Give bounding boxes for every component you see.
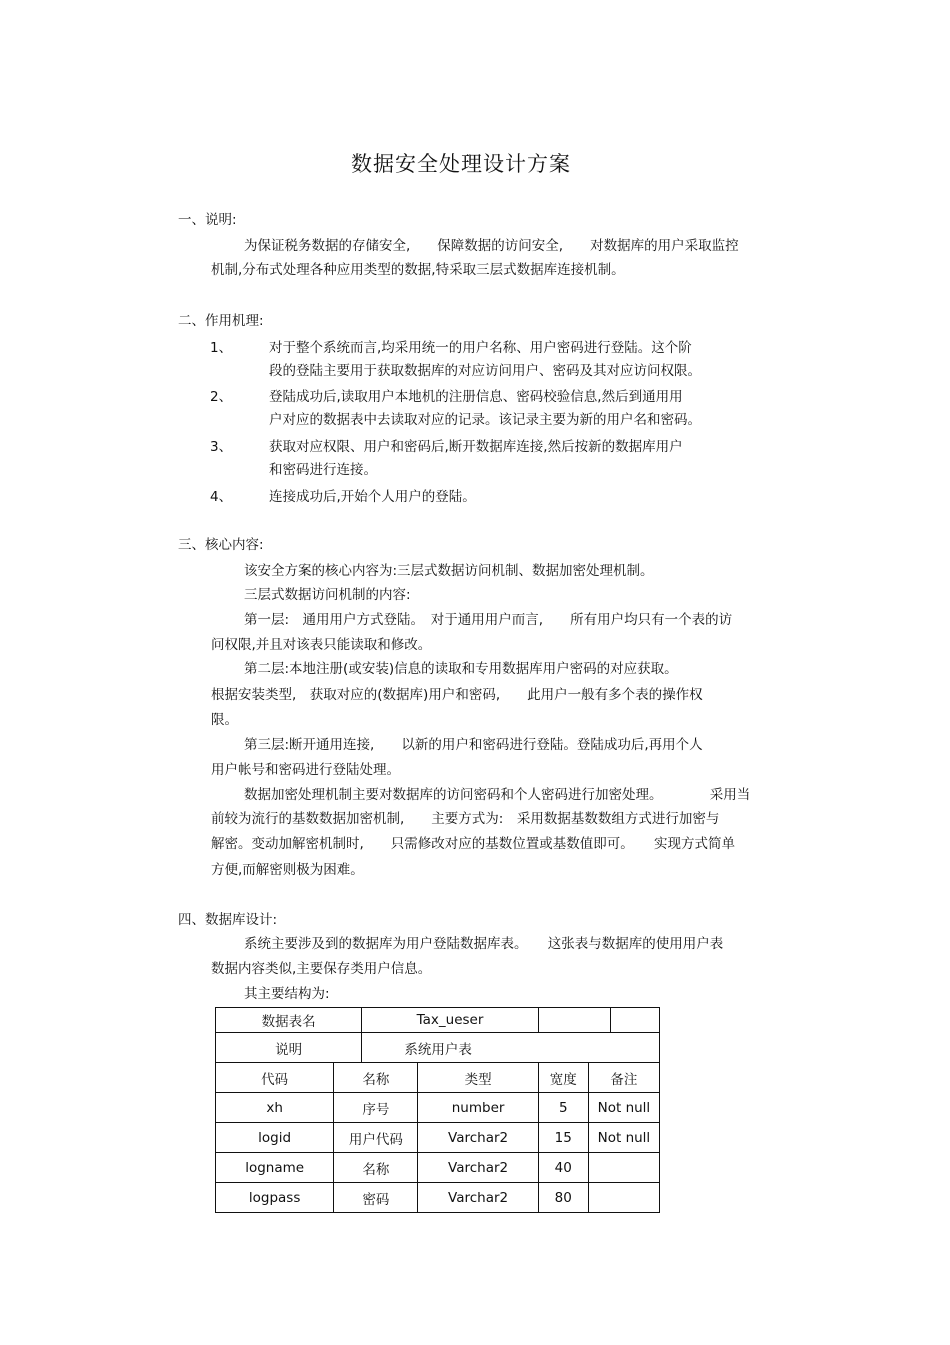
paragraph-line: 解密。变动加解密机制时, 只需修改对应的基数位置或基数值即可。 实现方式简单 [211,836,736,852]
list-item-number: 2、 [210,389,233,405]
table-cell: 名称 [334,1153,418,1183]
table-cell: 40 [538,1153,588,1183]
table-desc-value: 系统用户表 [362,1033,660,1063]
column-header: 宽度 [538,1063,588,1093]
table-cell [588,1153,659,1183]
section-3-heading: 三、核心内容: [178,537,264,553]
list-item-line: 户对应的数据表中去读取对应的记录。该记录主要为新的用户名和密码。 [269,412,701,428]
table-cell: Not null [588,1093,659,1123]
table-desc-row [216,1033,660,1063]
table-cell [588,1183,659,1213]
table-row [216,1123,660,1153]
paragraph-line: 问权限,并且对该表只能读取和修改。 [211,637,432,653]
column-header: 名称 [334,1063,418,1093]
list-item-number: 1、 [210,340,233,356]
empty-cell [538,1008,610,1033]
list-item-number: 3、 [210,439,233,455]
table-name-label: 数据表名 [216,1008,362,1033]
table-row [216,1183,660,1213]
paragraph-line: 用户帐号和密码进行登陆处理。 [211,762,400,778]
table-cell: 密码 [334,1183,418,1213]
table-cell: logpass [216,1183,334,1213]
paragraph-line: 数据内容类似,主要保存类用户信息。 [211,961,432,977]
table-cell: Varchar2 [418,1153,538,1183]
paragraph-line: 方便,而解密则极为困难。 [211,862,364,878]
document-title: 数据安全处理设计方案 [351,152,571,176]
user-table [215,1007,660,1213]
empty-cell [610,1008,659,1033]
table-header-row [216,1063,660,1093]
table-cell: xh [216,1093,334,1123]
paragraph-line: 第三层:断开通用连接, 以新的用户和密码进行登陆。登陆成功后,再用个人 [244,737,703,753]
table-cell: Varchar2 [418,1123,538,1153]
table-cell: Not null [588,1123,659,1153]
paragraph-line: 前较为流行的基数数据加密机制, 主要方式为: 采用数据基数数组方式进行加密与 [211,811,720,827]
section-1-heading: 一、说明: [178,212,237,228]
paragraph-line: 该安全方案的核心内容为:三层式数据访问机制、数据加密处理机制。 [244,563,654,579]
table-cell: 5 [538,1093,588,1123]
paragraph-line: 第一层: 通用用户方式登陆。 对于通用用户而言, 所有用户均只有一个表的访 [244,612,733,628]
table-cell: logid [216,1123,334,1153]
list-item-line: 连接成功后,开始个人用户的登陆。 [269,489,476,505]
column-header: 代码 [216,1063,334,1093]
table-cell: logname [216,1153,334,1183]
paragraph-line: 系统主要涉及到的数据库为用户登陆数据库表。 这张表与数据库的使用用户表 [244,936,724,952]
table-name-row [216,1008,660,1033]
table-cell: 15 [538,1123,588,1153]
paragraph-line: 为保证税务数据的存储安全, 保障数据的访问安全, 对数据库的用户采取监控 [244,238,739,254]
table-name-value: Tax_ueser [362,1008,538,1033]
column-header: 类型 [418,1063,538,1093]
column-header: 备注 [588,1063,659,1093]
section-2-heading: 二、作用机理: [178,313,264,329]
table-cell: Varchar2 [418,1183,538,1213]
table-cell: 序号 [334,1093,418,1123]
section-4-heading: 四、数据库设计: [178,912,278,928]
paragraph-line: 根据安装类型, 获取对应的(数据库)用户和密码, 此用户一般有多个表的操作权 [211,687,703,703]
paragraph-line: 机制,分布式处理各种应用类型的数据,特采取三层式数据库连接机制。 [211,262,625,278]
table-row [216,1153,660,1183]
list-item-line: 登陆成功后,读取用户本地机的注册信息、密码校验信息,然后到通用用 [269,389,683,405]
paragraph-line: 数据加密处理机制主要对数据库的访问密码和个人密码进行加密处理。 采用当 [244,787,751,803]
paragraph-line: 限。 [211,712,238,728]
paragraph-line: 第二层:本地注册(或安装)信息的读取和专用数据库用户密码的对应获取。 [244,661,678,677]
table-row [216,1093,660,1123]
list-item-line: 和密码进行连接。 [269,462,377,478]
paragraph-line: 三层式数据访问机制的内容: [244,587,411,603]
list-item-number: 4、 [210,489,233,505]
table-desc-label: 说明 [216,1033,362,1063]
list-item-line: 段的登陆主要用于获取数据库的对应访问用户、密码及其对应访问权限。 [269,363,701,379]
list-item-line: 获取对应权限、用户和密码后,断开数据库连接,然后按新的数据库用户 [269,439,683,455]
list-item-line: 对于整个系统而言,均采用统一的用户名称、用户密码进行登陆。这个阶 [269,340,692,356]
paragraph-line: 其主要结构为: [244,986,330,1002]
table-cell: 用户代码 [334,1123,418,1153]
table-cell: 80 [538,1183,588,1213]
table-cell: number [418,1093,538,1123]
